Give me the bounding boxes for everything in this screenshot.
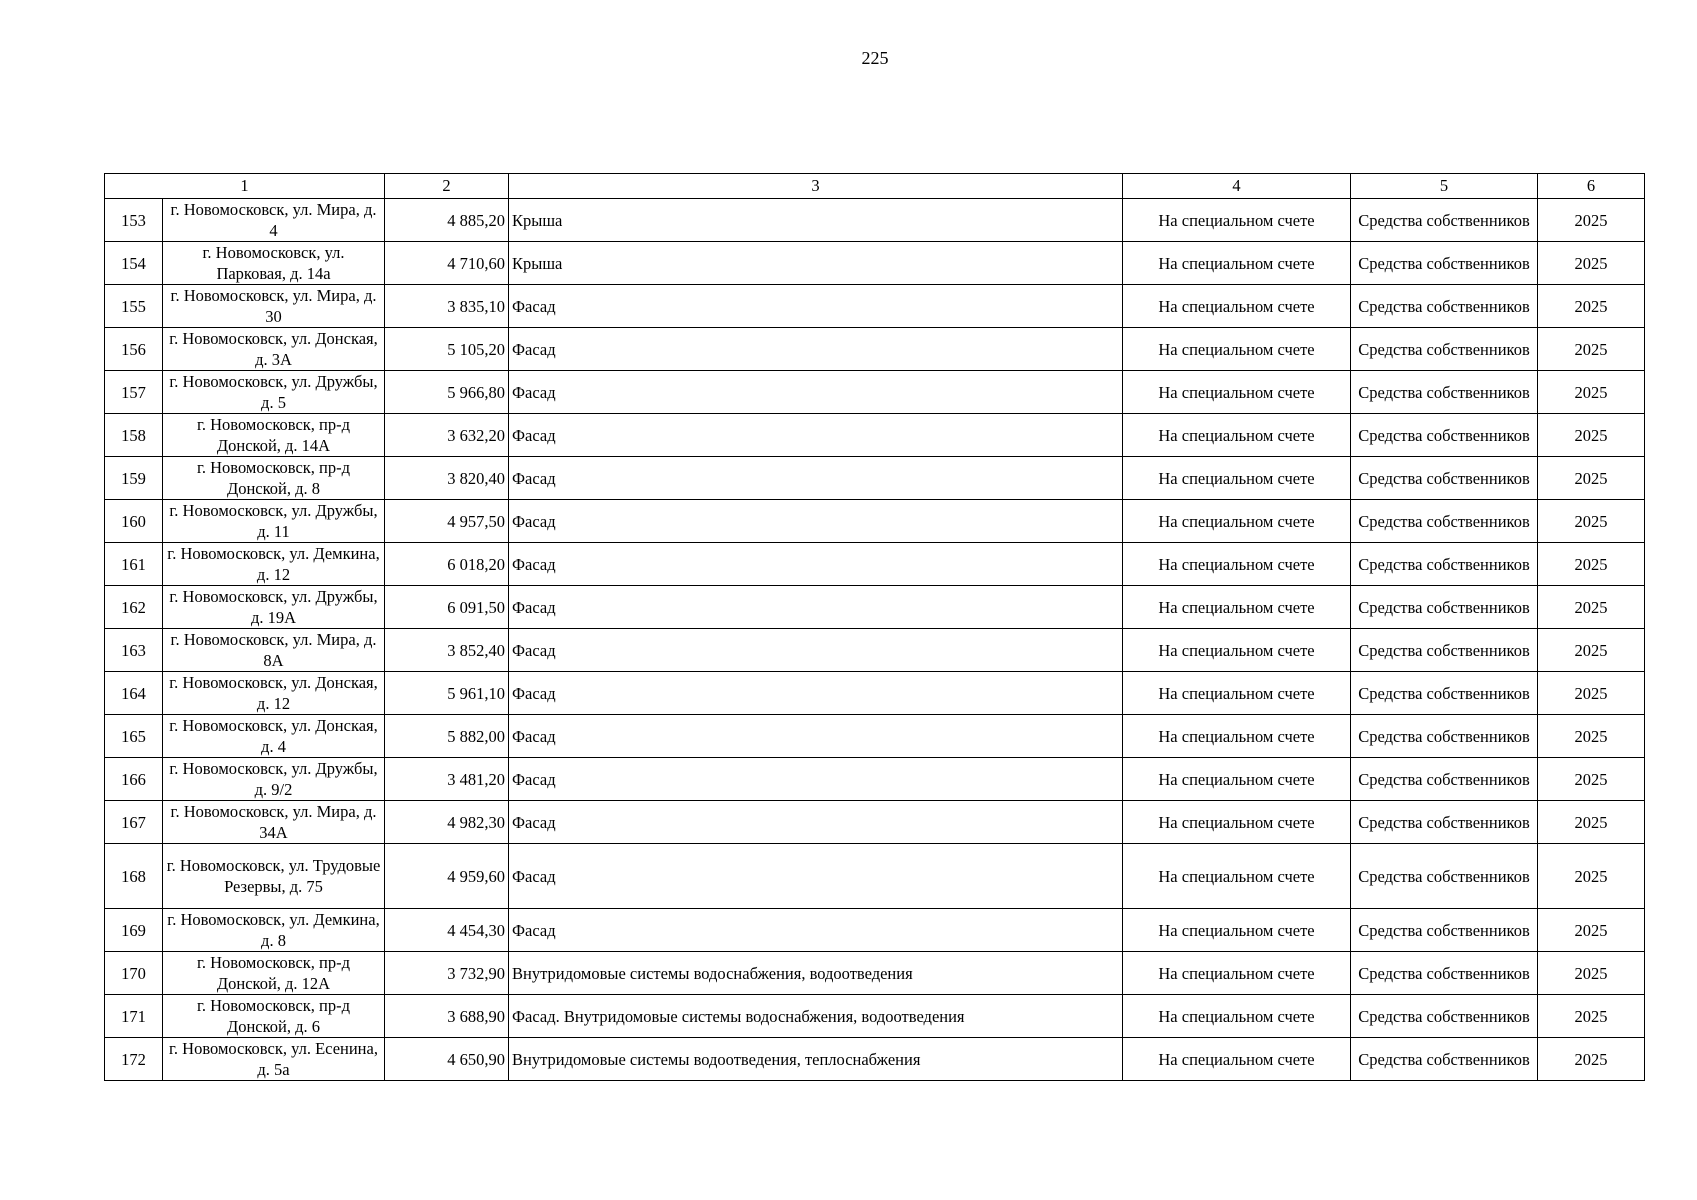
funding-source-cell: Средства собственников xyxy=(1351,715,1538,758)
house-area-cell: 3 852,40 xyxy=(385,629,509,672)
row-number-cell: 157 xyxy=(105,371,163,414)
work-type-cell: Фасад xyxy=(509,758,1123,801)
house-address-cell: г. Новомосковск, ул. Донская, д. 4 xyxy=(163,715,385,758)
table-row xyxy=(105,1038,1645,1081)
planned-year-cell: 2025 xyxy=(1538,672,1645,715)
row-number-cell: 167 xyxy=(105,801,163,844)
work-type-cell: Фасад xyxy=(509,909,1123,952)
fund-method-cell: На специальном счете xyxy=(1123,586,1351,629)
column-header-2: 2 xyxy=(385,174,509,199)
column-header-3: 3 xyxy=(509,174,1123,199)
table-row xyxy=(105,844,1645,909)
house-address-cell: г. Новомосковск, ул. Трудовые Резервы, д. 75 xyxy=(163,844,385,909)
house-area-cell: 3 632,20 xyxy=(385,414,509,457)
house-area-cell: 3 732,90 xyxy=(385,952,509,995)
work-type-cell: Фасад xyxy=(509,586,1123,629)
row-number-cell: 169 xyxy=(105,909,163,952)
table-row xyxy=(105,629,1645,672)
planned-year-cell: 2025 xyxy=(1538,543,1645,586)
page-number: 225 xyxy=(861,48,889,68)
work-type-cell: Фасад xyxy=(509,414,1123,457)
row-number-cell: 160 xyxy=(105,500,163,543)
house-area-cell: 3 688,90 xyxy=(385,995,509,1038)
table-row xyxy=(105,199,1645,242)
table-row xyxy=(105,952,1645,995)
row-number-cell: 163 xyxy=(105,629,163,672)
row-number-cell: 159 xyxy=(105,457,163,500)
fund-method-cell: На специальном счете xyxy=(1123,500,1351,543)
funding-source-cell: Средства собственников xyxy=(1351,543,1538,586)
work-type-cell: Фасад xyxy=(509,328,1123,371)
funding-source-cell: Средства собственников xyxy=(1351,1038,1538,1081)
fund-method-cell: На специальном счете xyxy=(1123,801,1351,844)
table-row xyxy=(105,414,1645,457)
planned-year-cell: 2025 xyxy=(1538,371,1645,414)
planned-year-cell: 2025 xyxy=(1538,586,1645,629)
house-area-cell: 6 091,50 xyxy=(385,586,509,629)
house-address-cell: г. Новомосковск, пр-д Донской, д. 12А xyxy=(163,952,385,995)
house-address-cell: г. Новомосковск, ул. Дружбы, д. 11 xyxy=(163,500,385,543)
planned-year-cell: 2025 xyxy=(1538,844,1645,909)
capital-repair-table xyxy=(104,173,1645,1081)
house-address-cell: г. Новомосковск, ул. Дружбы, д. 9/2 xyxy=(163,758,385,801)
house-area-cell: 3 481,20 xyxy=(385,758,509,801)
work-type-cell: Фасад xyxy=(509,629,1123,672)
planned-year-cell: 2025 xyxy=(1538,952,1645,995)
fund-method-cell: На специальном счете xyxy=(1123,371,1351,414)
work-type-cell: Крыша xyxy=(509,199,1123,242)
funding-source-cell: Средства собственников xyxy=(1351,672,1538,715)
funding-source-cell: Средства собственников xyxy=(1351,285,1538,328)
house-area-cell: 3 835,10 xyxy=(385,285,509,328)
row-number-cell: 164 xyxy=(105,672,163,715)
planned-year-cell: 2025 xyxy=(1538,758,1645,801)
fund-method-cell: На специальном счете xyxy=(1123,242,1351,285)
work-type-cell: Фасад xyxy=(509,457,1123,500)
planned-year-cell: 2025 xyxy=(1538,1038,1645,1081)
column-header-5: 5 xyxy=(1351,174,1538,199)
planned-year-cell: 2025 xyxy=(1538,242,1645,285)
funding-source-cell: Средства собственников xyxy=(1351,500,1538,543)
house-address-cell: г. Новомосковск, ул. Мира, д. 30 xyxy=(163,285,385,328)
planned-year-cell: 2025 xyxy=(1538,995,1645,1038)
funding-source-cell: Средства собственников xyxy=(1351,909,1538,952)
house-area-cell: 4 710,60 xyxy=(385,242,509,285)
table-row xyxy=(105,543,1645,586)
table-body xyxy=(105,199,1645,1081)
planned-year-cell: 2025 xyxy=(1538,199,1645,242)
table-row xyxy=(105,715,1645,758)
row-number-cell: 154 xyxy=(105,242,163,285)
house-area-cell: 5 961,10 xyxy=(385,672,509,715)
work-type-cell: Внутридомовые системы водоотведения, теплоснабжения xyxy=(509,1038,1123,1081)
planned-year-cell: 2025 xyxy=(1538,629,1645,672)
row-number-cell: 166 xyxy=(105,758,163,801)
column-number-row xyxy=(105,174,1645,199)
fund-method-cell: На специальном счете xyxy=(1123,995,1351,1038)
fund-method-cell: На специальном счете xyxy=(1123,909,1351,952)
fund-method-cell: На специальном счете xyxy=(1123,414,1351,457)
planned-year-cell: 2025 xyxy=(1538,500,1645,543)
fund-method-cell: На специальном счете xyxy=(1123,1038,1351,1081)
fund-method-cell: На специальном счете xyxy=(1123,758,1351,801)
house-address-cell: г. Новомосковск, ул. Дружбы, д. 5 xyxy=(163,371,385,414)
work-type-cell: Фасад xyxy=(509,500,1123,543)
planned-year-cell: 2025 xyxy=(1538,457,1645,500)
column-header-4: 4 xyxy=(1123,174,1351,199)
house-address-cell: г. Новомосковск, ул. Есенина, д. 5а xyxy=(163,1038,385,1081)
row-number-cell: 156 xyxy=(105,328,163,371)
house-address-cell: г. Новомосковск, пр-д Донской, д. 6 xyxy=(163,995,385,1038)
work-type-cell: Фасад xyxy=(509,801,1123,844)
fund-method-cell: На специальном счете xyxy=(1123,672,1351,715)
work-type-cell: Фасад xyxy=(509,285,1123,328)
funding-source-cell: Средства собственников xyxy=(1351,629,1538,672)
table-row xyxy=(105,586,1645,629)
row-number-cell: 172 xyxy=(105,1038,163,1081)
work-type-cell: Крыша xyxy=(509,242,1123,285)
funding-source-cell: Средства собственников xyxy=(1351,586,1538,629)
planned-year-cell: 2025 xyxy=(1538,909,1645,952)
house-address-cell: г. Новомосковск, пр-д Донской, д. 8 xyxy=(163,457,385,500)
house-address-cell: г. Новомосковск, ул. Демкина, д. 12 xyxy=(163,543,385,586)
row-number-cell: 168 xyxy=(105,844,163,909)
house-area-cell: 4 957,50 xyxy=(385,500,509,543)
fund-method-cell: На специальном счете xyxy=(1123,715,1351,758)
house-area-cell: 6 018,20 xyxy=(385,543,509,586)
fund-method-cell: На специальном счете xyxy=(1123,285,1351,328)
row-number-cell: 170 xyxy=(105,952,163,995)
funding-source-cell: Средства собственников xyxy=(1351,457,1538,500)
work-type-cell: Фасад xyxy=(509,715,1123,758)
fund-method-cell: На специальном счете xyxy=(1123,844,1351,909)
table-row xyxy=(105,995,1645,1038)
row-number-cell: 165 xyxy=(105,715,163,758)
fund-method-cell: На специальном счете xyxy=(1123,629,1351,672)
row-number-cell: 162 xyxy=(105,586,163,629)
work-type-cell: Фасад. Внутридомовые системы водоснабжения, водоотведения xyxy=(509,995,1123,1038)
table-row xyxy=(105,285,1645,328)
funding-source-cell: Средства собственников xyxy=(1351,995,1538,1038)
planned-year-cell: 2025 xyxy=(1538,801,1645,844)
planned-year-cell: 2025 xyxy=(1538,715,1645,758)
table-row xyxy=(105,242,1645,285)
house-address-cell: г. Новомосковск, ул. Дружбы, д. 19А xyxy=(163,586,385,629)
funding-source-cell: Средства собственников xyxy=(1351,371,1538,414)
house-area-cell: 4 959,60 xyxy=(385,844,509,909)
funding-source-cell: Средства собственников xyxy=(1351,844,1538,909)
house-area-cell: 5 882,00 xyxy=(385,715,509,758)
row-number-cell: 171 xyxy=(105,995,163,1038)
fund-method-cell: На специальном счете xyxy=(1123,457,1351,500)
row-number-cell: 158 xyxy=(105,414,163,457)
row-number-cell: 155 xyxy=(105,285,163,328)
house-area-cell: 4 885,20 xyxy=(385,199,509,242)
fund-method-cell: На специальном счете xyxy=(1123,952,1351,995)
planned-year-cell: 2025 xyxy=(1538,285,1645,328)
house-address-cell: г. Новомосковск, ул. Мира, д. 34А xyxy=(163,801,385,844)
house-address-cell: г. Новомосковск, ул. Донская, д. 3А xyxy=(163,328,385,371)
house-address-cell: г. Новомосковск, ул. Парковая, д. 14а xyxy=(163,242,385,285)
house-area-cell: 3 820,40 xyxy=(385,457,509,500)
column-header-6: 6 xyxy=(1538,174,1645,199)
house-area-cell: 5 966,80 xyxy=(385,371,509,414)
column-header-1: 1 xyxy=(105,174,385,199)
row-number-cell: 161 xyxy=(105,543,163,586)
fund-method-cell: На специальном счете xyxy=(1123,199,1351,242)
fund-method-cell: На специальном счете xyxy=(1123,543,1351,586)
house-address-cell: г. Новомосковск, ул. Демкина, д. 8 xyxy=(163,909,385,952)
table-row xyxy=(105,328,1645,371)
table-row xyxy=(105,672,1645,715)
work-type-cell: Фасад xyxy=(509,543,1123,586)
funding-source-cell: Средства собственников xyxy=(1351,952,1538,995)
funding-source-cell: Средства собственников xyxy=(1351,199,1538,242)
funding-source-cell: Средства собственников xyxy=(1351,328,1538,371)
house-area-cell: 4 454,30 xyxy=(385,909,509,952)
work-type-cell: Фасад xyxy=(509,672,1123,715)
house-address-cell: г. Новомосковск, ул. Донская, д. 12 xyxy=(163,672,385,715)
work-type-cell: Фасад xyxy=(509,844,1123,909)
funding-source-cell: Средства собственников xyxy=(1351,414,1538,457)
table-row xyxy=(105,909,1645,952)
house-area-cell: 5 105,20 xyxy=(385,328,509,371)
house-address-cell: г. Новомосковск, ул. Мира, д. 4 xyxy=(163,199,385,242)
funding-source-cell: Средства собственников xyxy=(1351,801,1538,844)
funding-source-cell: Средства собственников xyxy=(1351,758,1538,801)
house-address-cell: г. Новомосковск, ул. Мира, д. 8А xyxy=(163,629,385,672)
table-row xyxy=(105,758,1645,801)
table-row xyxy=(105,801,1645,844)
table-row xyxy=(105,457,1645,500)
table-row xyxy=(105,371,1645,414)
work-type-cell: Фасад xyxy=(509,371,1123,414)
work-type-cell: Внутридомовые системы водоснабжения, водоотведения xyxy=(509,952,1123,995)
house-address-cell: г. Новомосковск, пр-д Донской, д. 14А xyxy=(163,414,385,457)
table-row xyxy=(105,500,1645,543)
funding-source-cell: Средства собственников xyxy=(1351,242,1538,285)
planned-year-cell: 2025 xyxy=(1538,414,1645,457)
planned-year-cell: 2025 xyxy=(1538,328,1645,371)
row-number-cell: 153 xyxy=(105,199,163,242)
fund-method-cell: На специальном счете xyxy=(1123,328,1351,371)
house-area-cell: 4 982,30 xyxy=(385,801,509,844)
house-area-cell: 4 650,90 xyxy=(385,1038,509,1081)
